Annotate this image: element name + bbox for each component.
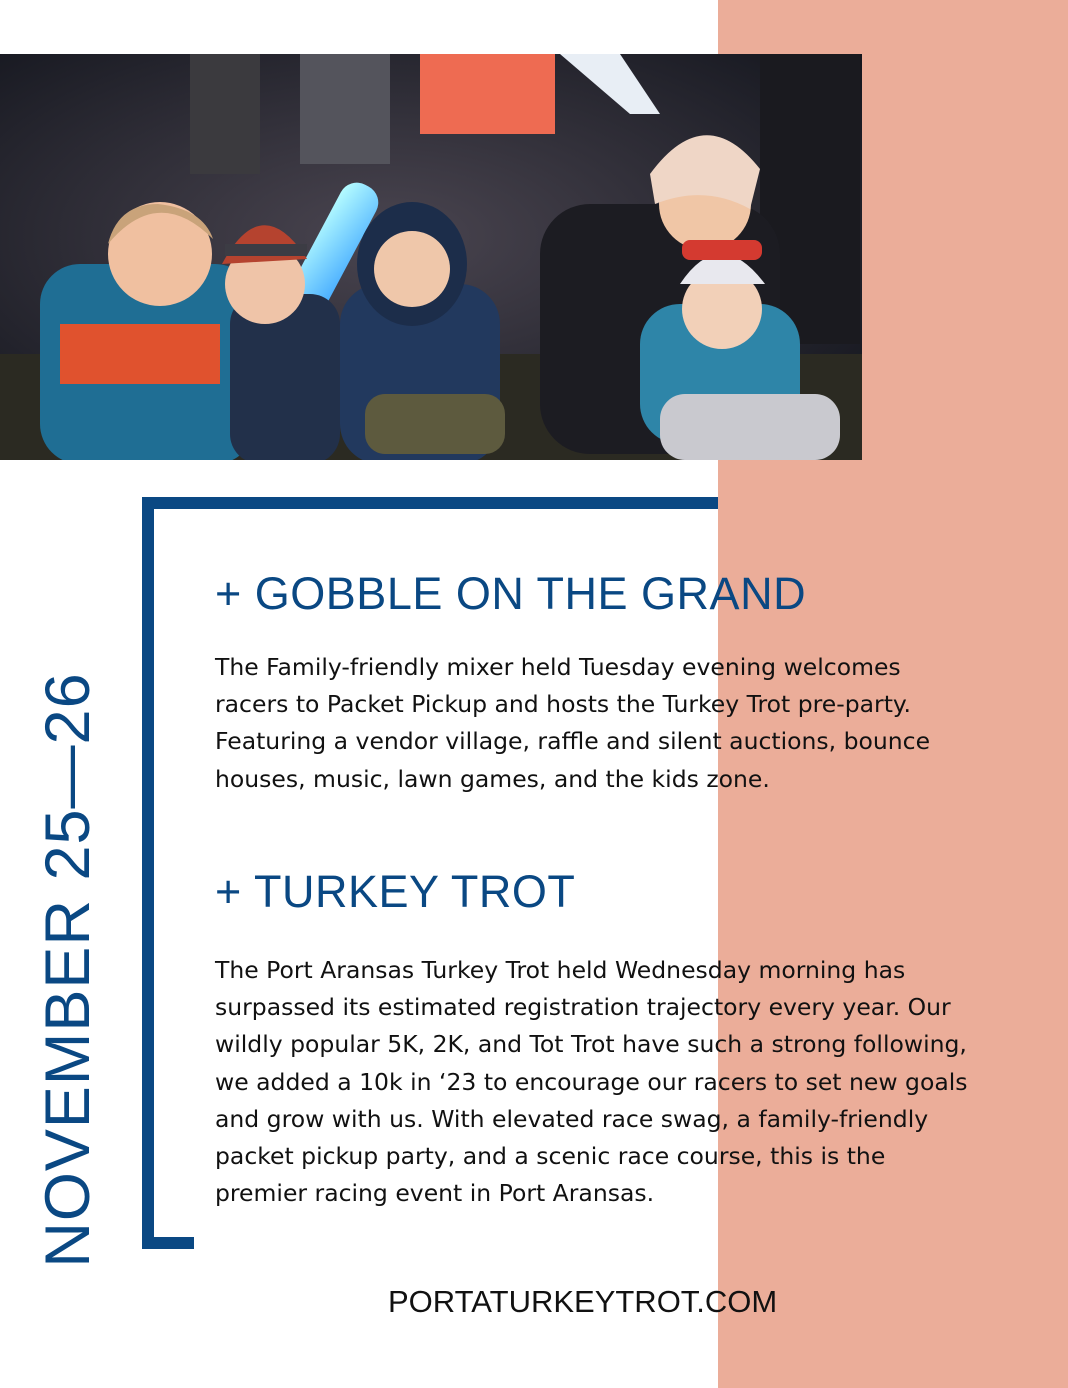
navy-bracket-foot bbox=[142, 1237, 194, 1249]
website-link[interactable]: PORTATURKEYTROT.COM bbox=[388, 1284, 778, 1319]
event-photo bbox=[0, 54, 862, 460]
gobble-description: The Family-friendly mixer held Tuesday evening welcomes racers to Packet Pickup and hosts the Turkey Trot pre-party. Featuring a vendor village, raffle and silent auctions, bounce houses, music, lawn games, and the kids zone. bbox=[215, 653, 931, 793]
turkey-trot-heading: + TURKEY TROT bbox=[215, 866, 576, 917]
gobble-heading: + GOBBLE ON THE GRAND bbox=[215, 568, 807, 619]
turkey-trot-description: The Port Aransas Turkey Trot held Wednesday morning has surpassed its estimated registration trajectory every year. Our wildly popular 5K, 2K, and Tot Trot have such a strong following, we added a 10k in ‘23 to encourage our racers to set new goals and grow with us. With elevated race swag, a family-friendly packet pickup party, and a scenic race course, this is the premier racing event in Port Aransas. bbox=[215, 956, 968, 1208]
event-date: NOVEMBER 25—26 bbox=[33, 672, 103, 1268]
